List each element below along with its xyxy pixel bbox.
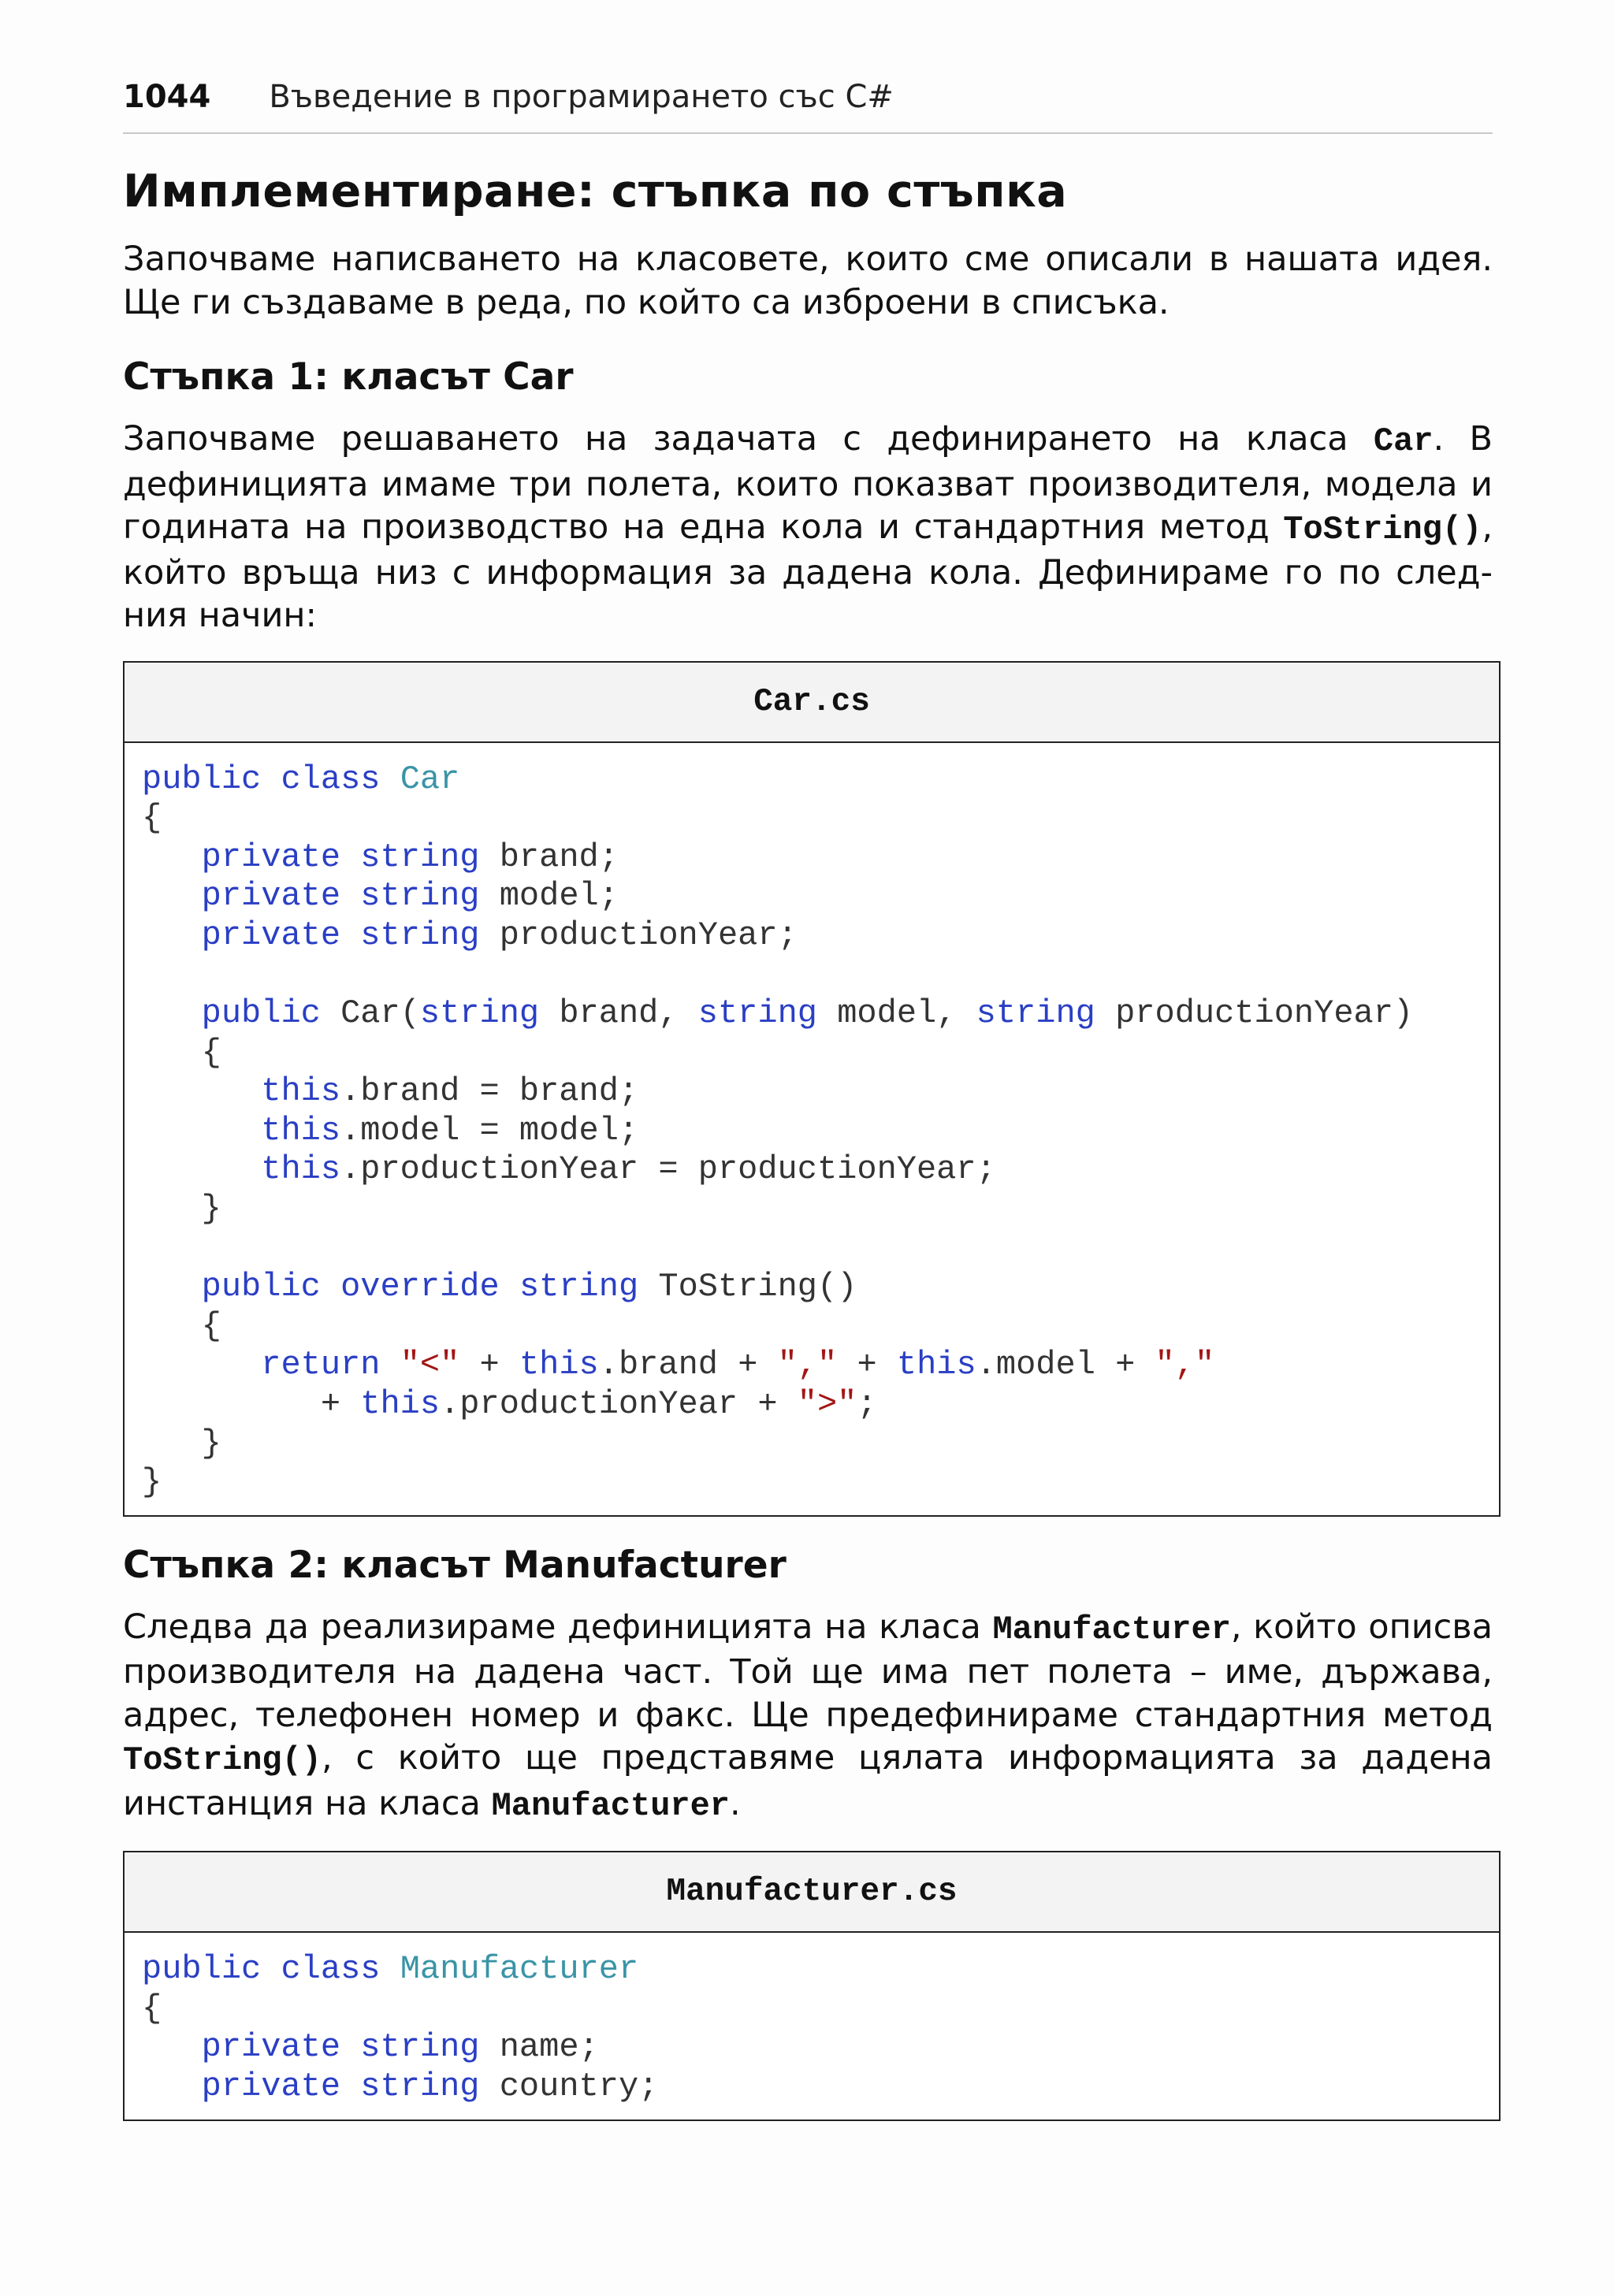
code-token-kw: public <box>201 994 321 1033</box>
code-line <box>142 2028 1482 2068</box>
code-token <box>142 877 202 915</box>
code-line <box>142 1950 1482 1989</box>
code-line <box>142 1034 1482 1073</box>
code-line <box>142 1229 1482 1269</box>
code-token <box>142 838 202 876</box>
code-token <box>261 760 281 798</box>
code-token <box>321 1268 340 1306</box>
code-token: ; <box>857 1385 877 1423</box>
code-token <box>261 1950 281 1988</box>
inline-code-manufacturer: Manufacturer <box>491 1786 731 1825</box>
code-line <box>142 1989 1482 2029</box>
book-title: Въведение в програмирането със C# <box>269 79 894 115</box>
code-token <box>142 916 202 954</box>
code-token <box>142 1072 261 1110</box>
code-token: .model + <box>976 1346 1155 1384</box>
code-token-kw: public <box>142 760 262 798</box>
code-token <box>142 1112 261 1150</box>
code-token-kw: this <box>261 1150 341 1189</box>
code-token-kw: string <box>519 1268 639 1306</box>
code-token-kw: string <box>976 994 1095 1033</box>
page-number: 1044 <box>123 79 211 115</box>
code-line <box>142 1463 1482 1503</box>
code-token: .productionYear + <box>440 1385 798 1423</box>
code-token: brand; <box>479 838 619 876</box>
code-token <box>340 838 360 876</box>
code-token <box>380 1346 400 1384</box>
code-line <box>142 838 1482 878</box>
code-token-kw: this <box>360 1385 441 1423</box>
code-token-kw: string <box>697 994 817 1033</box>
code-token: { <box>142 1989 162 2027</box>
code-token-kw: public <box>201 1268 321 1306</box>
code-token-kw: public <box>142 1950 262 1989</box>
code-token: } <box>142 1424 221 1462</box>
code-token-kw: string <box>360 838 480 876</box>
step2-heading: Стъпка 2: класът Manufacturer <box>123 1543 787 1587</box>
code-token-kw: this <box>261 1111 341 1150</box>
code-token-type: Car <box>400 760 460 798</box>
code-line <box>142 1150 1482 1190</box>
step2-text-2: , който описва производителя на дадена част. Той ще има пет полета – име, държава, адрес, телефонен номер и факс. Ще предефинираме стандартния метод <box>123 1607 1493 1735</box>
code-token-kw: private <box>201 2068 341 2106</box>
code-token <box>340 916 360 954</box>
code-line <box>142 2068 1482 2107</box>
code-token-str: "<" <box>400 1346 460 1384</box>
step1-heading: Стъпка 1: класът Car <box>123 355 574 399</box>
code-token <box>142 2028 202 2066</box>
code-token-kw: this <box>519 1346 599 1384</box>
code-listing-manufacturer <box>123 1851 1501 2120</box>
code-listing-body <box>125 743 1499 1515</box>
code-token: + <box>142 1385 361 1423</box>
code-token: country; <box>479 2068 659 2106</box>
step2-text-4: . <box>730 1783 741 1823</box>
running-header <box>123 79 1493 134</box>
code-line <box>142 994 1482 1034</box>
code-token-kw: string <box>360 877 480 916</box>
code-token: .brand = brand; <box>340 1072 639 1111</box>
code-token <box>380 1950 400 1988</box>
inline-code-manufacturer: Manufacturer <box>992 1610 1231 1648</box>
code-token <box>142 994 202 1032</box>
code-listing-body <box>125 1933 1499 2119</box>
code-token: name; <box>479 2028 599 2067</box>
code-token-kw: override <box>340 1268 500 1306</box>
inline-code-car: Car <box>1373 422 1434 460</box>
code-token-kw: class <box>281 760 381 798</box>
step1-text-2: . В дефиницията имаме три полета, които показват производителя, модела и годината на производство на една кола и стандартния метод <box>123 419 1493 547</box>
code-listing-filename: Manufacturer.cs <box>125 1852 1499 1933</box>
code-line <box>142 1425 1482 1464</box>
code-token <box>142 1346 261 1384</box>
code-line <box>142 1268 1482 1307</box>
code-token-type: Manufacturer <box>400 1950 639 1989</box>
section-title: Имплементиране: стъпка по стъпка <box>123 165 1068 217</box>
code-token: Car( <box>320 994 420 1033</box>
code-token-kw: string <box>360 2028 480 2067</box>
code-token-kw: class <box>281 1950 381 1989</box>
code-line <box>142 916 1482 956</box>
code-line <box>142 1307 1482 1347</box>
code-token: } <box>142 1190 221 1228</box>
code-token <box>500 1268 519 1306</box>
code-token-str: ">" <box>797 1385 857 1423</box>
code-token-str: "," <box>1155 1346 1215 1384</box>
code-token-kw: private <box>201 838 341 876</box>
code-token: .model = model; <box>340 1111 639 1150</box>
code-line <box>142 1385 1482 1425</box>
code-token-kw: string <box>419 994 540 1033</box>
code-token <box>340 877 360 915</box>
code-token: + <box>459 1346 519 1384</box>
code-token-kw: return <box>261 1346 381 1384</box>
step1-text-1: Започваме решаването на задачата с дефинирането на класа <box>123 419 1374 459</box>
code-listing-filename: Car.cs <box>125 663 1499 743</box>
code-line <box>142 955 1482 994</box>
code-token-str: "," <box>777 1346 838 1384</box>
code-token: { <box>142 1306 221 1345</box>
code-token: .productionYear = productionYear; <box>340 1150 996 1189</box>
code-token: ToString() <box>638 1268 857 1306</box>
code-token-kw: private <box>201 2028 341 2067</box>
code-line <box>142 1072 1482 1112</box>
book-page <box>123 79 1493 2121</box>
code-token-kw: this <box>261 1072 341 1111</box>
code-token <box>340 2028 360 2066</box>
step2-text-3: , с който ще представяме цялата информацията за дадена инстанция на класа <box>123 1738 1493 1823</box>
step1-paragraph <box>123 418 1493 637</box>
step1-text-3: , който връща низ с информация за дадена кола. Дефинираме го по следния начин: <box>123 507 1493 635</box>
code-line <box>142 1190 1482 1229</box>
code-line <box>142 1112 1482 1151</box>
code-token: { <box>142 1033 221 1072</box>
code-token <box>380 760 400 798</box>
code-token-kw: string <box>360 916 480 954</box>
code-token: model; <box>479 877 619 916</box>
code-token: productionYear; <box>479 916 798 954</box>
code-token: } <box>142 1463 162 1502</box>
code-listing-car <box>123 661 1501 1517</box>
section-intro: Започваме написването на класовете, които сме описали в нашата идея. Ще ги създаваме в реда, по който са изброени в списъка. <box>123 240 1493 322</box>
code-token <box>142 2068 202 2105</box>
code-token-kw: this <box>896 1346 976 1384</box>
code-token: productionYear) <box>1095 994 1414 1033</box>
code-line <box>142 799 1482 838</box>
code-token <box>340 2068 360 2105</box>
inline-code-tostring: ToString() <box>123 1741 322 1780</box>
code-token-kw: string <box>360 2068 480 2106</box>
code-line <box>142 760 1482 800</box>
code-token: + <box>837 1346 897 1384</box>
step2-paragraph <box>123 1606 1493 1828</box>
code-token: brand, <box>539 994 698 1033</box>
code-token <box>142 1268 202 1306</box>
code-token-kw: private <box>201 877 341 916</box>
code-token <box>142 1150 261 1188</box>
code-token: model, <box>817 994 976 1033</box>
code-line <box>142 1346 1482 1385</box>
code-token-kw: private <box>201 916 341 954</box>
code-token: { <box>142 799 162 838</box>
inline-code-tostring: ToString() <box>1283 511 1482 548</box>
code-token: .brand + <box>598 1346 778 1384</box>
code-line <box>142 877 1482 916</box>
step2-text-1: Следва да реализираме дефиницията на класа <box>123 1607 993 1647</box>
